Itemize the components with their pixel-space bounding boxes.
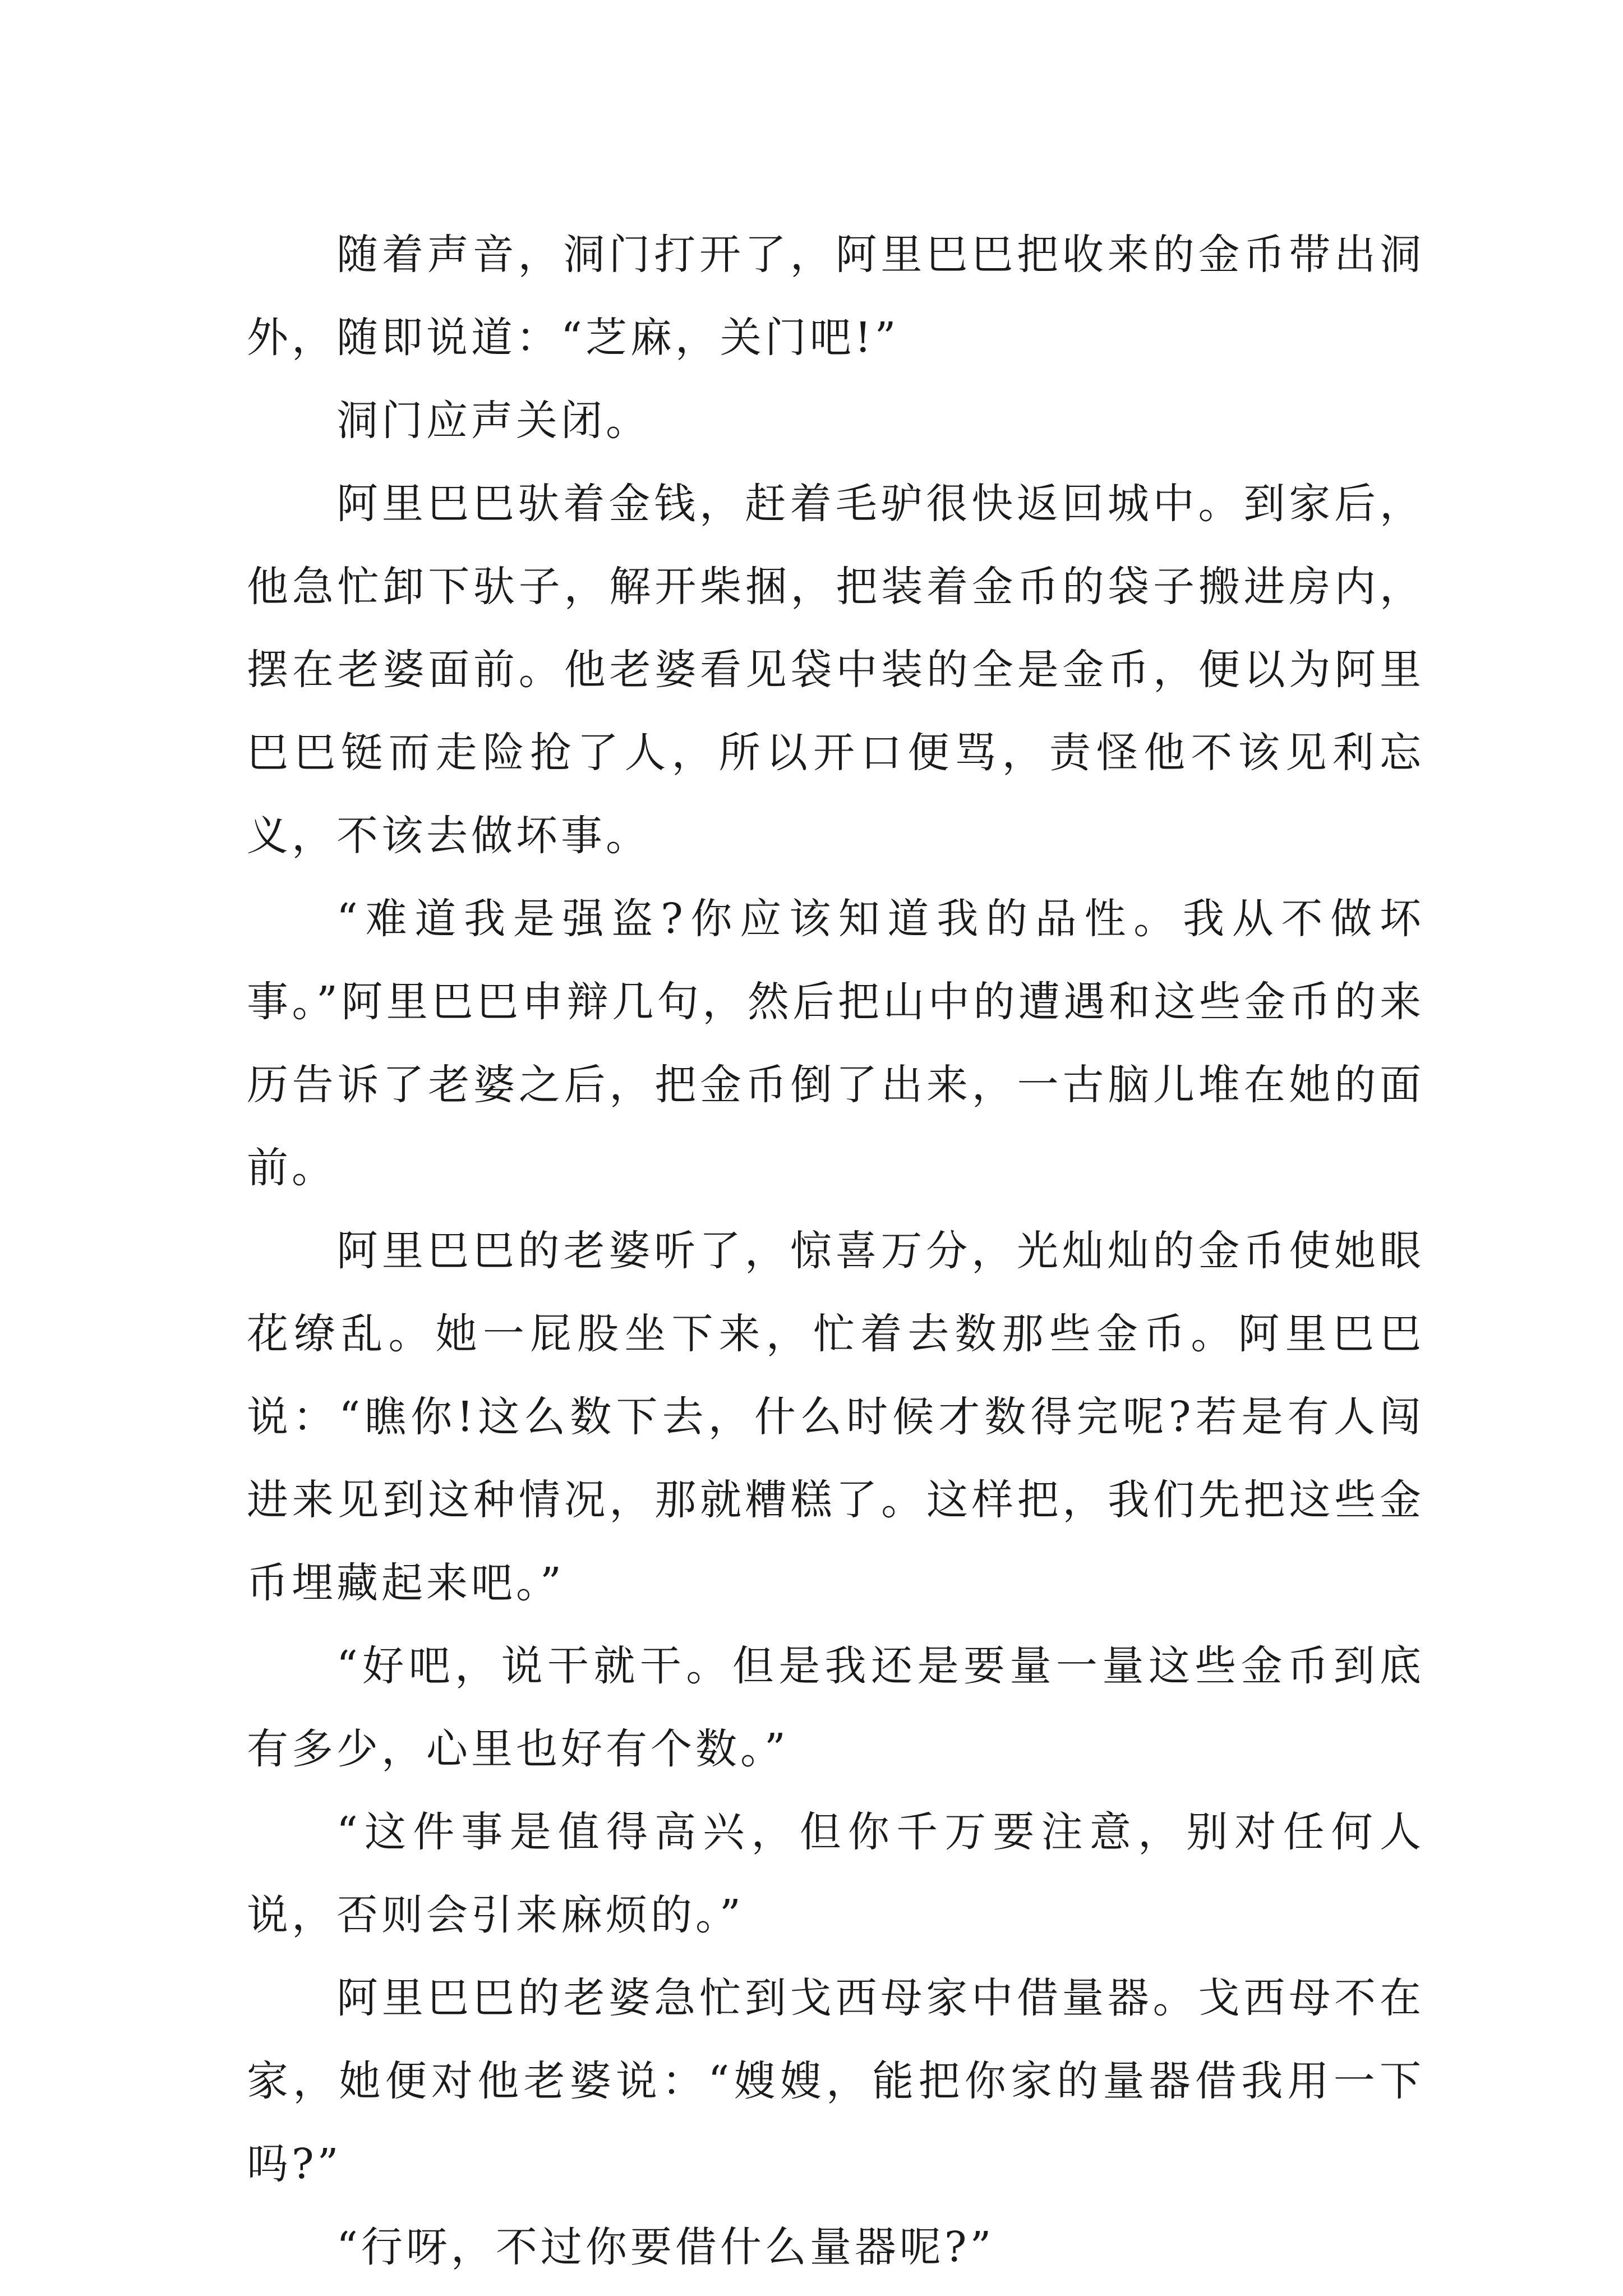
paragraph-9: “行呀，不过你要借什么量器呢?” <box>336 2223 995 2271</box>
paragraph-6: “好吧，说干就干。但是我还是要量一量这些金币到底有多少，心里也好有个数。” <box>247 1642 1424 1773</box>
paragraph-4: “难道我是强盗?你应该知道我的品性。我从不做坏事。”阿里巴巴申辩几句，然后把山中的遭遇和这些金币的来历告诉了老婆之后，把金币倒了出来，一古脑儿堆在她的面前。 <box>247 895 1424 1192</box>
paragraph-7: “这件事是值得高兴，但你千万要注意，别对任何人说，否则会引来麻烦的。” <box>247 1808 1424 1939</box>
paragraph-1: 随着声音，洞门打开了，阿里巴巴把收来的金币带出洞外，随即说道：“芝麻，关门吧!” <box>247 231 1424 362</box>
paragraph-8: 阿里巴巴的老婆急忙到戈西母家中借量器。戈西母不在家，她便对他老婆说：“嫂嫂，能把你家的量器借我用一下吗?” <box>247 1974 1424 2188</box>
document-body <box>247 213 1424 2289</box>
paragraph-3: 阿里巴巴驮着金钱，赶着毛驴很快返回城中。到家后，他急忙卸下驮子，解开柴捆，把装着金币的袋子搬进房内，摆在老婆面前。他老婆看见袋中装的全是金币，便以为阿里巴巴铤而走险抢了人，所以开口便骂，责怪他不该见利忘义，不该去做坏事。 <box>247 480 1424 860</box>
paragraph-5: 阿里巴巴的老婆听了，惊喜万分，光灿灿的金币使她眼花缭乱。她一屁股坐下来，忙着去数那些金币。阿里巴巴说：“瞧你!这么数下去，什么时候才数得完呢?若是有人闯进来见到这种情况，那就糟糕了。这样把，我们先把这些金币埋藏起来吧。” <box>247 1227 1424 1607</box>
paragraph-2: 洞门应声关闭。 <box>336 397 651 445</box>
